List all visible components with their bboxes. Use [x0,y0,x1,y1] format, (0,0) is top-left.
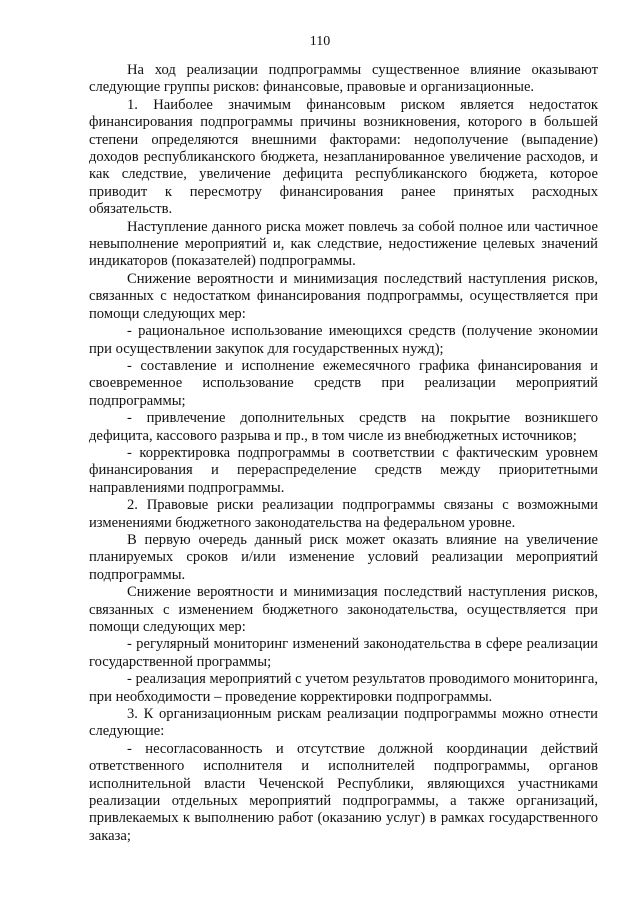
paragraph-legal-risk-effect: В первую очередь данный риск может оказать влияние на увеличение планируемых сроков и/или изменение условий реализации мероприятий подпрограммы. [89,531,598,583]
paragraph-financial-risk: 1. Наиболее значимым финансовым риском является недостаток финансирования подпрограммы причины возникновения, которого в большей степени определяются внешними факторами: недополучение (выпадение) доходов республиканского бюджета, незапланированное увеличение расходов, и как следствие, увеличение дефицита республиканского бюджета, которое приводит к пересмотру финансирования ранее принятых расходных обязательств. [89,96,598,218]
paragraph-legal-measures-intro: Снижение вероятности и минимизация последствий наступления рисков, связанных с изменением бюджетного законодательства, осуществляется при помощи следующих мер: [89,584,598,635]
paragraph-financial-measures-intro: Снижение вероятности и минимизация последствий наступления рисков, связанных с недостатком финансирования подпрограммы, осуществляется при помощи следующих мер: [89,270,598,322]
paragraph-risk-consequence: Наступление данного риска может повлечь за собой полное или частичное невыполнение мероприятий и, как следствие, недостижение целевых значений индикаторов (показателей) подпрограммы. [89,218,598,270]
list-item-adjustment: - корректировка подпрограммы в соответствии с фактическим уровнем финансирования и перераспределение средств между приоритетными направлениями подпрограммы. [89,444,598,496]
list-item-additional-funds: - привлечение дополнительных средств на покрытие возникшего дефицита, кассового разрыва и пр., в том числе из внебюджетных источников; [89,410,598,444]
paragraph-organizational-risk: 3. К организационным рискам реализации подпрограммы можно отнести следующие: [89,706,598,740]
list-item-monthly-schedule: - составление и исполнение ежемесячного графика финансирования и своевременное использование средств при реализации мероприятий подпрограммы; [89,357,598,409]
list-item-coordination: - несогласованность и отсутствие должной координации действий ответственного исполнителя и исполнителей подпрограммы, органов исполнительной власти Чеченской Республики, являющихся участниками реализации отдельных мероприятий подпрограммы, а также организаций, привлекаемых к выполнению работ (оказанию услуг) в рамках государственного заказа; [89,740,598,844]
page-number: 110 [309,34,331,49]
list-item-implementation: - реализация мероприятий с учетом результатов проводимого мониторинга, при необходимости – проведение корректировки подпрограммы. [89,671,598,705]
list-item-rational-use: - рациональное использование имеющихся средств (получение экономии при осуществлении закупок для государственных нужд); [89,323,598,357]
document-body [89,62,598,845]
paragraph-legal-risk: 2. Правовые риски реализации подпрограммы связаны с возможными изменениями бюджетного законодательства на федеральном уровне. [89,497,598,531]
paragraph-intro: На ход реализации подпрограммы существенное влияние оказывают следующие группы рисков: финансовые, правовые и организационные. [89,62,598,96]
list-item-monitoring: - регулярный мониторинг изменений законодательства в сфере реализации государственной программы; [89,636,598,670]
